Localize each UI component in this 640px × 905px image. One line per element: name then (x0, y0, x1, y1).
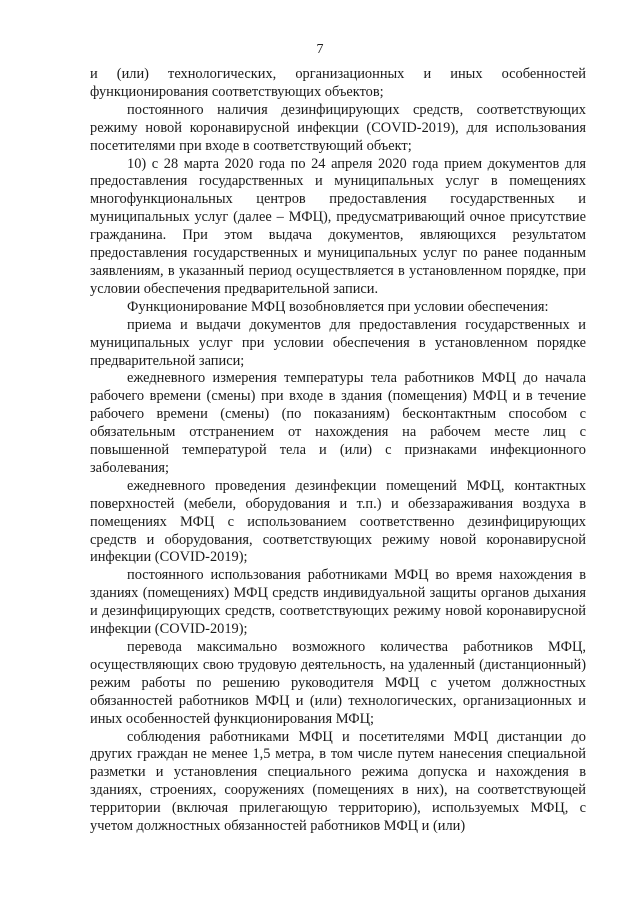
document-body (90, 66, 586, 836)
paragraph: 10) с 28 марта 2020 года по 24 апреля 2020 года прием документов для предоставления государственных и муниципальных услуг в помещениях многофункциональных центров предоставления государственных и муниципальных услуг (далее – МФЦ), предусматривающий очное присутствие гражданина. При этом выдача документов, являющихся результатом предоставления государственных и муниципальных услуг по ранее поданным заявлениям, в указанный период осуществляется в установленном порядке, при условии обеспечения предварительной записи. (90, 155, 586, 297)
paragraph: перевода максимально возможного количества работников МФЦ, осуществляющих свою трудовую деятельность, на удаленный (дистанционный) режим работы по решению руководителя МФЦ с учетом должностных обязанностей работников МФЦ и (или) технологических, организационных и иных особенностей функционирования МФЦ; (90, 639, 586, 727)
paragraph: приема и выдачи документов для предоставления государственных и муниципальных услуг при условии обеспечения в установленном порядке предварительной записи; (90, 316, 586, 369)
paragraph: соблюдения работниками МФЦ и посетителями МФЦ дистанции до других граждан не менее 1,5 метра, в том числе путем нанесения специальной разметки и установления специального режима допуска и нахождения в зданиях, строениях, сооружениях (помещениях в них), на соответствующей территории (включая прилегающую территорию), используемых МФЦ, с учетом должностных обязанностей работников МФЦ и (или) (90, 728, 586, 835)
paragraph: постоянного использования работниками МФЦ во время нахождения в зданиях (помещениях) МФЦ средств индивидуальной защиты органов дыхания и дезинфицирующих средств, соответствующих режиму новой коронавирусной инфекции (COVID-2019); (90, 567, 586, 638)
paragraph: Функционирование МФЦ возобновляется при условии обеспечения: (127, 298, 549, 315)
paragraph: и (или) технологических, организационных и иных особенностей функционирования соответствующих объектов; (90, 66, 586, 100)
page-number: 7 (316, 42, 324, 57)
paragraph: ежедневного проведения дезинфекции помещений МФЦ, контактных поверхностей (мебели, оборудования и т.п.) и обеззараживания воздуха в помещениях МФЦ с использованием соответственно дезинфицирующих средств и оборудования, соответствующих режиму новой коронавирусной инфекции (COVID-2019); (90, 477, 586, 566)
paragraph: постоянного наличия дезинфицирующих средств, соответствующих режиму новой коронавирусной инфекции (COVID-2019), для использования посетителями при входе в соответствующий объект; (90, 101, 586, 154)
paragraph: ежедневного измерения температуры тела работников МФЦ до начала рабочего времени (смены) при входе в здания (помещения) МФЦ и в течение рабочего времени (смены) (по показаниям) бесконтактным способом с обязательным отстранением от нахождения на рабочем месте лиц с повышенной температурой тела и (или) с признаками инфекционного заболевания; (90, 370, 586, 476)
